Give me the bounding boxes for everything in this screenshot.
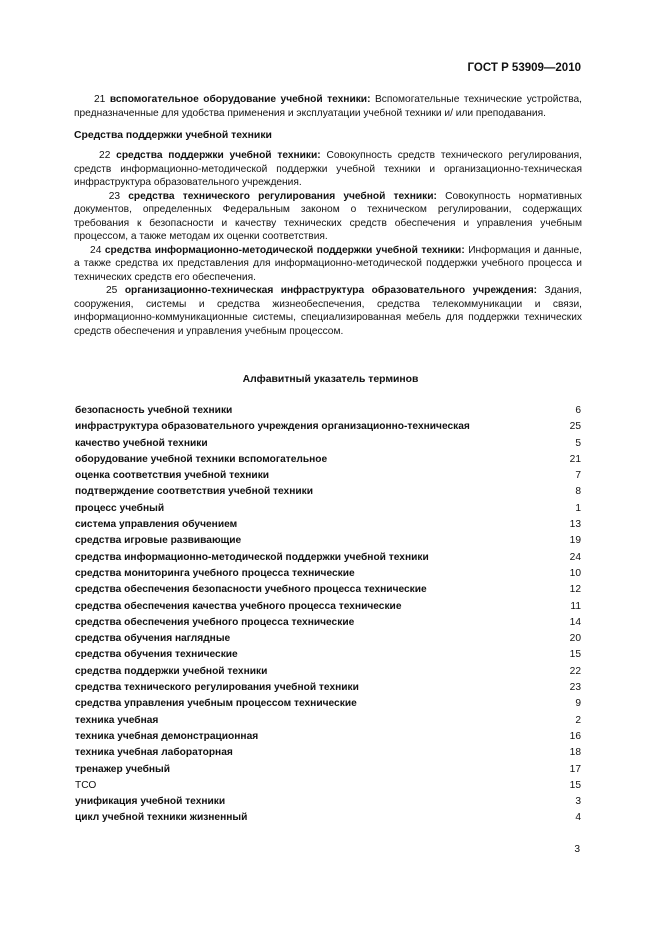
definitions-block [74, 149, 582, 338]
index-term: средства обучения технические [75, 649, 238, 661]
section-subheading [74, 129, 582, 143]
index-number: 13 [569, 519, 581, 531]
term-label: средства информационно-методической поддержки учебной техники: [104, 244, 465, 256]
term-number: 23 [108, 190, 121, 202]
page-number: 3 [574, 844, 580, 855]
index-number: 5 [575, 437, 581, 449]
index-row [75, 794, 583, 810]
definition-p23 [74, 190, 582, 244]
index-term: цикл учебной техники жизненный [75, 812, 248, 824]
term-number: 25 [105, 285, 118, 296]
index-number: 24 [569, 551, 581, 563]
index-row [75, 778, 583, 794]
definition-p25 [74, 284, 582, 338]
index-row [75, 582, 583, 598]
definition-p21 [74, 93, 582, 120]
index-number: 10 [569, 567, 581, 579]
subhead-text: Средства поддержки учебной техники [74, 130, 272, 141]
index-term: средства обеспечения качества учебного процесса технические [75, 600, 402, 612]
index-row [75, 680, 583, 696]
index-row [75, 729, 583, 745]
term-definition: Совокупность нормативных документов, определенных Федеральным законом о техническом регулировании, содержащих требования к безопасности и качеству технических средств обеспечения и управления учебным процессом, а также методам их оценки соответствия. [74, 190, 583, 242]
index-term: оборудование учебной техники вспомогательное [75, 453, 328, 465]
term-definition: Совокупность средств технического регулирования, средств информационно-методической поддержки учебной техники и организационно-техническая инфраструктура образовательного учреждения. [74, 150, 582, 188]
definition-p24 [74, 244, 582, 285]
term-definition: Информация и данные, а также средства их представления для информационно-методической поддержки учебного процесса и технических средств его обеспечения. [74, 244, 582, 283]
index-number: 1 [575, 502, 581, 514]
index-number: 2 [575, 714, 581, 726]
index-row [75, 647, 583, 663]
index-term: техника учебная [75, 714, 159, 726]
index-term: средства управления учебным процессом технические [75, 698, 357, 710]
index-number: 12 [569, 584, 581, 596]
index-term: качество учебной техники [75, 437, 208, 449]
term-number: 22 [99, 150, 111, 161]
index-term: оценка соответствия учебной техники [75, 470, 270, 482]
index-title: Алфавитный указатель терминов [242, 374, 419, 385]
term-definition: Вспомогательные технические устройства, предназначенные для удобства применения и эксплуатации учебной техники и/ или преподавания. [74, 94, 583, 119]
index-number: 17 [569, 763, 581, 775]
term-number: 24 [90, 244, 102, 256]
index-row [75, 419, 583, 435]
term-definition: Здания, сооружения, системы и средства жизнеобеспечения, средства телекоммуникации и связи, информационно-коммуникационные системы, специализированная мебель для поддержки технических средств обеспечения и управления учебным процессом. [74, 285, 582, 337]
index-term: тренажер учебный [75, 763, 171, 775]
index-number: 18 [569, 747, 581, 759]
term-label: средства поддержки учебной техники: [116, 150, 321, 161]
index-number: 19 [569, 535, 581, 547]
index-number: 6 [575, 405, 581, 416]
index-row [75, 696, 583, 712]
index-number: 11 [570, 600, 581, 612]
index-term: подтверждение соответствия учебной техники [75, 486, 314, 498]
index-number: 3 [575, 796, 581, 808]
index-term: средства обеспечения безопасности учебного процесса технические [75, 584, 427, 596]
index-row [75, 403, 583, 419]
index-term: средства мониторинга учебного процесса технические [75, 567, 355, 579]
index-row [75, 810, 583, 826]
term-label: организационно-техническая инфраструктура образовательного учреждения: [124, 285, 538, 296]
index-term: средства технического регулирования учебной техники [75, 682, 359, 694]
index-row [75, 484, 583, 500]
index-number: 20 [569, 633, 581, 645]
index-row [75, 533, 583, 549]
index-row [75, 452, 583, 468]
index-row [75, 631, 583, 647]
index-term: средства обучения наглядные [75, 633, 231, 645]
index-term: инфраструктура образовательного учреждения организационно-техническая [75, 421, 470, 433]
index-term: средства информационно-методической поддержки учебной техники [75, 551, 429, 563]
index-number: 8 [575, 486, 581, 498]
index-term: унификация учебной техники [75, 796, 226, 808]
index-row [75, 550, 583, 566]
term-label: средства технического регулирования учебной техники: [128, 190, 437, 202]
index-number: 23 [569, 682, 581, 694]
index-number: 16 [569, 730, 581, 742]
index-term: ТСО [75, 779, 97, 791]
index-term: техника учебная лабораторная [75, 747, 233, 759]
index-row [75, 745, 583, 761]
index-number: 9 [575, 698, 581, 710]
index-number: 21 [569, 453, 581, 465]
term-number: 21 [94, 94, 106, 105]
definition-p22 [74, 149, 582, 190]
index-term: процесс учебный [75, 502, 165, 514]
index-number: 15 [569, 649, 581, 661]
term-label: вспомогательное оборудование учебной техники: [109, 94, 371, 105]
document-header: ГОСТ Р 53909—2010 [467, 62, 581, 74]
index-row [75, 436, 583, 452]
index-row [75, 599, 583, 615]
index-number: 14 [569, 616, 581, 628]
index-row [75, 566, 583, 582]
index-term: средства поддержки учебной техники [75, 665, 268, 677]
index-row [75, 615, 583, 631]
index-term: средства обеспечения учебного процесса технические [75, 616, 355, 628]
index-row [75, 713, 583, 729]
index-term: система управления обучением [75, 519, 238, 531]
index-row [75, 664, 583, 680]
index-term: средства игровые развивающие [75, 535, 242, 547]
index-number: 22 [569, 665, 581, 677]
index-number: 4 [575, 812, 581, 824]
index-number: 25 [569, 421, 581, 433]
index-row [75, 762, 583, 778]
index-row [75, 517, 583, 533]
index-number: 7 [575, 470, 581, 482]
index-term: безопасность учебной техники [75, 405, 233, 416]
index-row [75, 468, 583, 484]
index-term: техника учебная демонстрационная [75, 730, 259, 742]
index-number: 15 [569, 779, 581, 791]
index-row [75, 501, 583, 517]
term-index [75, 403, 583, 827]
